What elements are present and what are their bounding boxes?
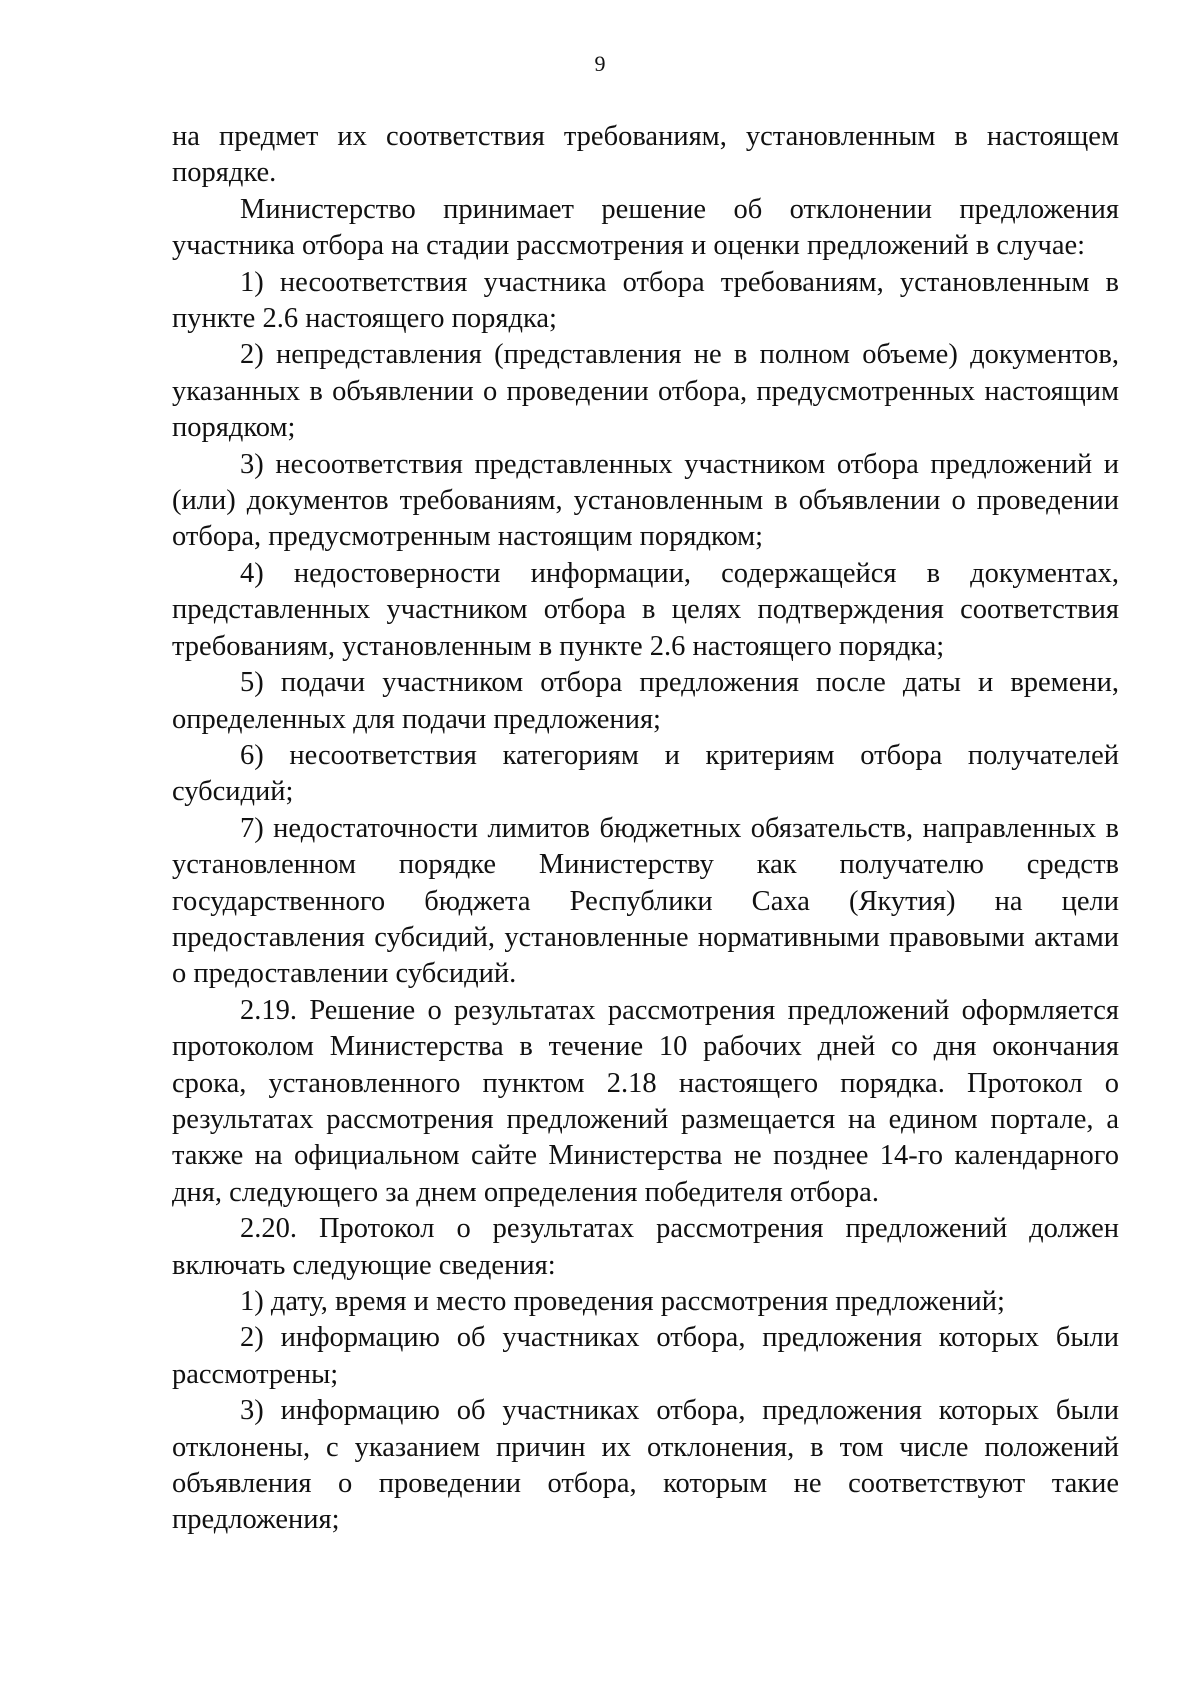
paragraph-continuation: на предмет их соответствия требованиям, установленным в настоящем порядке.	[172, 121, 1119, 189]
protocol-item-3: 3) информацию об участниках отбора, предложения которых были отклонены, с указанием причин их отклонения, в том числе положений объявления о проведении отбора, которым не соответствуют такие предложения;	[172, 1395, 1119, 1536]
page-number: 9	[594, 51, 606, 76]
list-item-6: 6) несоответствия категориям и критериям отбора получателей субсидий;	[172, 739, 1119, 808]
document-body	[172, 119, 1119, 1539]
clause-2-20: 2.20. Протокол о результатах рассмотрения предложений должен включать следующие сведения:	[172, 1213, 1119, 1281]
list-item-5: 5) подачи участником отбора предложения после даты и времени, определенных для подачи предложения;	[172, 667, 1119, 735]
list-item-4: 4) недостоверности информации, содержащейся в документах, представленных участником отбора в целях подтверждения соответствия требованиям, установленным в пункте 2.6 настоящего порядка;	[172, 557, 1119, 662]
protocol-item-2: 2) информацию об участниках отбора, предложения которых были рассмотрены;	[172, 1322, 1119, 1390]
clause-2-19: 2.19. Решение о результатах рассмотрения предложений оформляется протоколом Министерства в течение 10 рабочих дней со дня окончания срока, установленного пунктом 2.18 настоящего порядка. Протокол о результатах рассмотрения предложений размещается на едином портале, а также на официальном сайте Министерства не позднее 14-го календарного дня, следующего за днем определения победителя отбора.	[172, 994, 1119, 1208]
protocol-item-1: 1) дату, время и место проведения рассмотрения предложений;	[240, 1286, 1005, 1317]
paragraph-rejection-intro: Министерство принимает решение об отклонении предложения участника отбора на стадии рассмотрения и оценки предложений в случае:	[172, 193, 1119, 262]
list-item-7: 7) недостаточности лимитов бюджетных обязательств, направленных в установленном порядке Министерству как получателю средств государственного бюджета Республики Саха (Якутия) на цели предоставления субсидий, установленные нормативными правовыми актами о предоставлении субсидий.	[172, 812, 1119, 990]
list-item-2: 2) непредставления (представления не в полном объеме) документов, указанных в объявлении о проведении отбора, предусмотренных настоящим порядком;	[172, 339, 1119, 444]
list-item-1: 1) несоответствия участника отбора требованиям, установленным в пункте 2.6 настоящего порядка;	[172, 266, 1119, 335]
list-item-3: 3) несоответствия представленных участником отбора предложений и (или) документов требованиям, установленным в объявлении о проведении отбора, предусмотренным настоящим порядком;	[172, 448, 1119, 553]
